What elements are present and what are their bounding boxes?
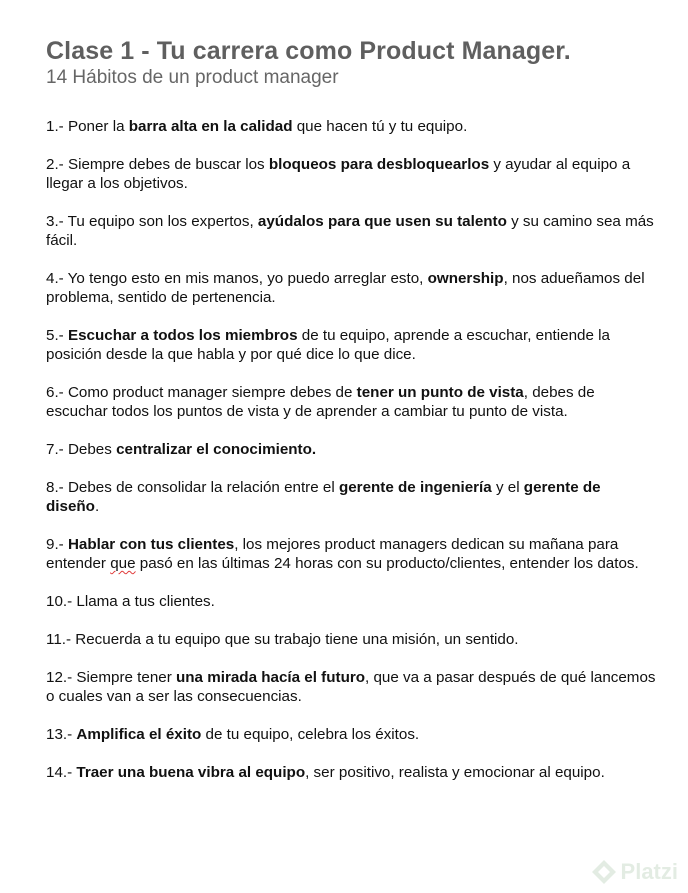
habit-text: pasó en las últimas 24 horas con su producto/clientes, entender los datos. <box>135 555 639 572</box>
habit-text: 1.- Poner la <box>46 118 129 135</box>
habit-text: y su camino sea más fácil. <box>46 213 654 249</box>
habit-bold-text: Hablar con tus clientes <box>67 536 235 553</box>
habit-text: 8.- Debes de consolidar la relación entre el <box>46 479 339 496</box>
habit-bold-text: bloqueos para desbloquearlos <box>268 156 490 173</box>
habit-text: . <box>94 498 100 515</box>
habits-list <box>46 117 656 782</box>
habit-bold-text: gerente de ingeniería <box>338 479 492 496</box>
habit-item <box>46 383 656 421</box>
page-title: Clase 1 - Tu carrera como Product Manager. <box>46 37 571 65</box>
habit-item <box>46 212 656 250</box>
habit-bold-text: ayúdalos para que usen su talento <box>257 213 507 230</box>
habit-bold-text: tener un punto de vista <box>356 384 524 401</box>
habit-bold-text: Traer una buena vibra al equipo <box>76 764 306 781</box>
habit-item <box>46 630 656 649</box>
spellcheck-word: que <box>110 555 136 572</box>
habit-text: 12.- Siempre tener <box>46 669 176 686</box>
habit-text: que hacen tú y tu equipo. <box>292 118 468 135</box>
platzi-watermark <box>591 859 678 885</box>
habit-text: 10.- Llama a tus clientes. <box>46 593 215 610</box>
habit-bold-text: una mirada hacía el futuro <box>176 669 366 686</box>
habit-text: 5.- <box>46 327 68 344</box>
habit-item <box>46 326 656 364</box>
habit-text: 2.- Siempre debes de buscar los <box>46 156 269 173</box>
habit-text: , debes de escuchar todos los puntos de vista y de aprender a cambiar tu punto de vista. <box>46 384 595 420</box>
habit-item <box>46 269 656 307</box>
habit-text: , ser positivo, realista y emocionar al equipo. <box>305 764 605 781</box>
habit-item <box>46 535 656 573</box>
habit-text: 7.- Debes <box>46 441 117 458</box>
habit-text: 9.- <box>46 536 68 553</box>
habit-text: de tu equipo, celebra los éxitos. <box>201 726 420 743</box>
habit-text: y el <box>491 479 524 496</box>
habit-text: 6.- Como product manager siempre debes de <box>46 384 357 401</box>
platzi-logo-icon <box>591 859 617 885</box>
habit-bold-text: ownership <box>427 270 504 287</box>
habit-bold-text: barra alta en la calidad <box>128 118 293 135</box>
habit-item <box>46 155 656 193</box>
habit-bold-text: Amplifica el éxito <box>76 726 202 743</box>
habit-text: 14.- <box>46 764 77 781</box>
document-page <box>46 36 656 801</box>
habit-item <box>46 725 656 744</box>
habit-item <box>46 592 656 611</box>
watermark-label: Platzi <box>620 859 678 884</box>
habit-bold-text: Escuchar a todos los miembros <box>67 327 298 344</box>
habit-text: , que va a pasar después de qué lancemos o cuales van a ser las consecuencias. <box>46 669 656 705</box>
habit-text: , nos adueñamos del problema, sentido de pertenencia. <box>46 270 645 306</box>
habit-text: 13.- <box>46 726 77 743</box>
habit-text: , los mejores product managers dedican su mañana para entender <box>46 536 619 572</box>
habit-item <box>46 440 656 459</box>
habit-item <box>46 763 656 782</box>
habit-text: 4.- Yo tengo esto en mis manos, yo puedo arreglar esto, <box>46 270 428 287</box>
page-subtitle: 14 Hábitos de un product manager <box>46 67 339 88</box>
habit-text: y ayudar al equipo a llegar a los objetivos. <box>46 156 631 192</box>
habit-bold-text: centralizar el conocimiento. <box>116 441 317 458</box>
habit-text: 3.- Tu equipo son los expertos, <box>46 213 258 230</box>
habit-item <box>46 117 656 136</box>
habit-item <box>46 478 656 516</box>
habit-text: de tu equipo, aprende a escuchar, entiende la posición desde la que habla y por qué dice lo que dice. <box>46 327 610 363</box>
habit-text: 11.- Recuerda a tu equipo que su trabajo tiene una misión, un sentido. <box>46 631 519 648</box>
habit-item <box>46 668 656 706</box>
habit-bold-text: gerente de diseño <box>46 479 601 515</box>
